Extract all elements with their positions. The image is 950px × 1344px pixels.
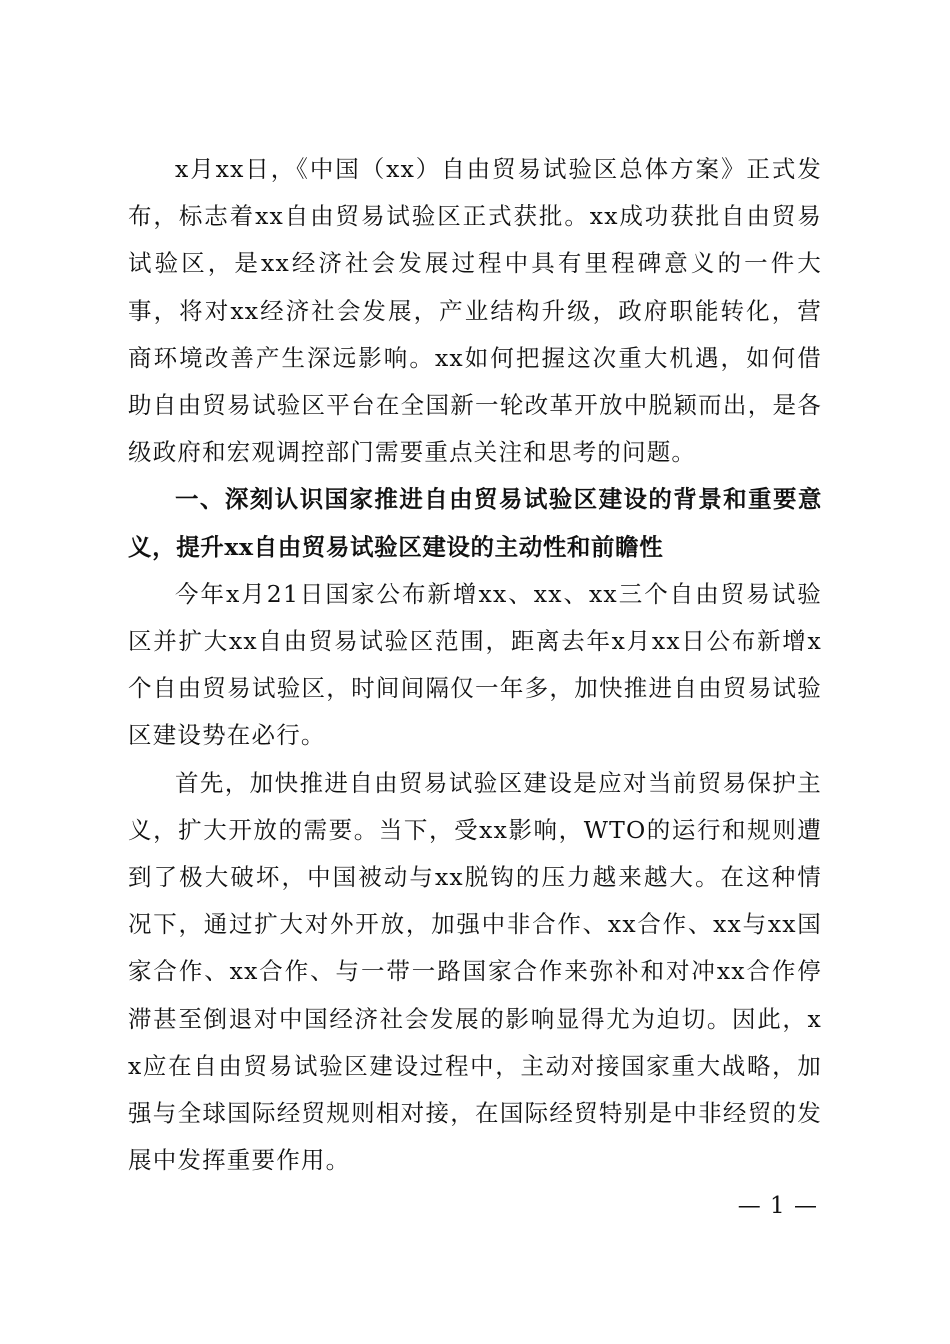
background-paragraph: 今年x月21日国家公布新增xx、xx、xx三个自由贸易试验区并扩大xx自由贸易试验区范围，距离去年x月xx日公布新增x个自由贸易试验区，时间间隔仅一年多，加快推进自由贸易试验区建设势在必行。	[128, 579, 822, 750]
document-body	[128, 146, 822, 1184]
first-reason-paragraph: 首先，加快推进自由贸易试验区建设是应对当前贸易保护主义，扩大开放的需要。当下，受xx影响，WTO的运行和规则遭到了极大破坏，中国被动与xx脱钩的压力越来越大。在这种情况下，通过扩大对外开放，加强中非合作、xx合作、xx与xx国家合作、xx合作、与一带一路国家合作来弥补和对冲xx合作停滞甚至倒退对中国经济社会发展的影响显得尤为迫切。因此，xx应在自由贸易试验区建设过程中，主动对接国家重大战略，加强与全球国际经贸规则相对接，在国际经贸特别是中非经贸的发展中发挥重要作用。	[128, 768, 822, 1175]
section-heading-1: 一、深刻认识国家推进自由贸易试验区建设的背景和重要意义，提升xx自由贸易试验区建设的主动性和前瞻性	[128, 485, 822, 561]
intro-paragraph: x月xx日，《中国（xx）自由贸易试验区总体方案》正式发布，标志着xx自由贸易试验区正式获批。xx成功获批自由贸易试验区，是xx经济社会发展过程中具有里程碑意义的一件大事，将对xx经济社会发展，产业结构升级，政府职能转化，营商环境改善产生深远影响。xx如何把握这次重大机遇，如何借助自由贸易试验区平台在全国新一轮改革开放中脱颖而出，是各级政府和宏观调控部门需要重点关注和思考的问题。	[128, 155, 822, 467]
page-number: — 1 —	[737, 1193, 818, 1219]
